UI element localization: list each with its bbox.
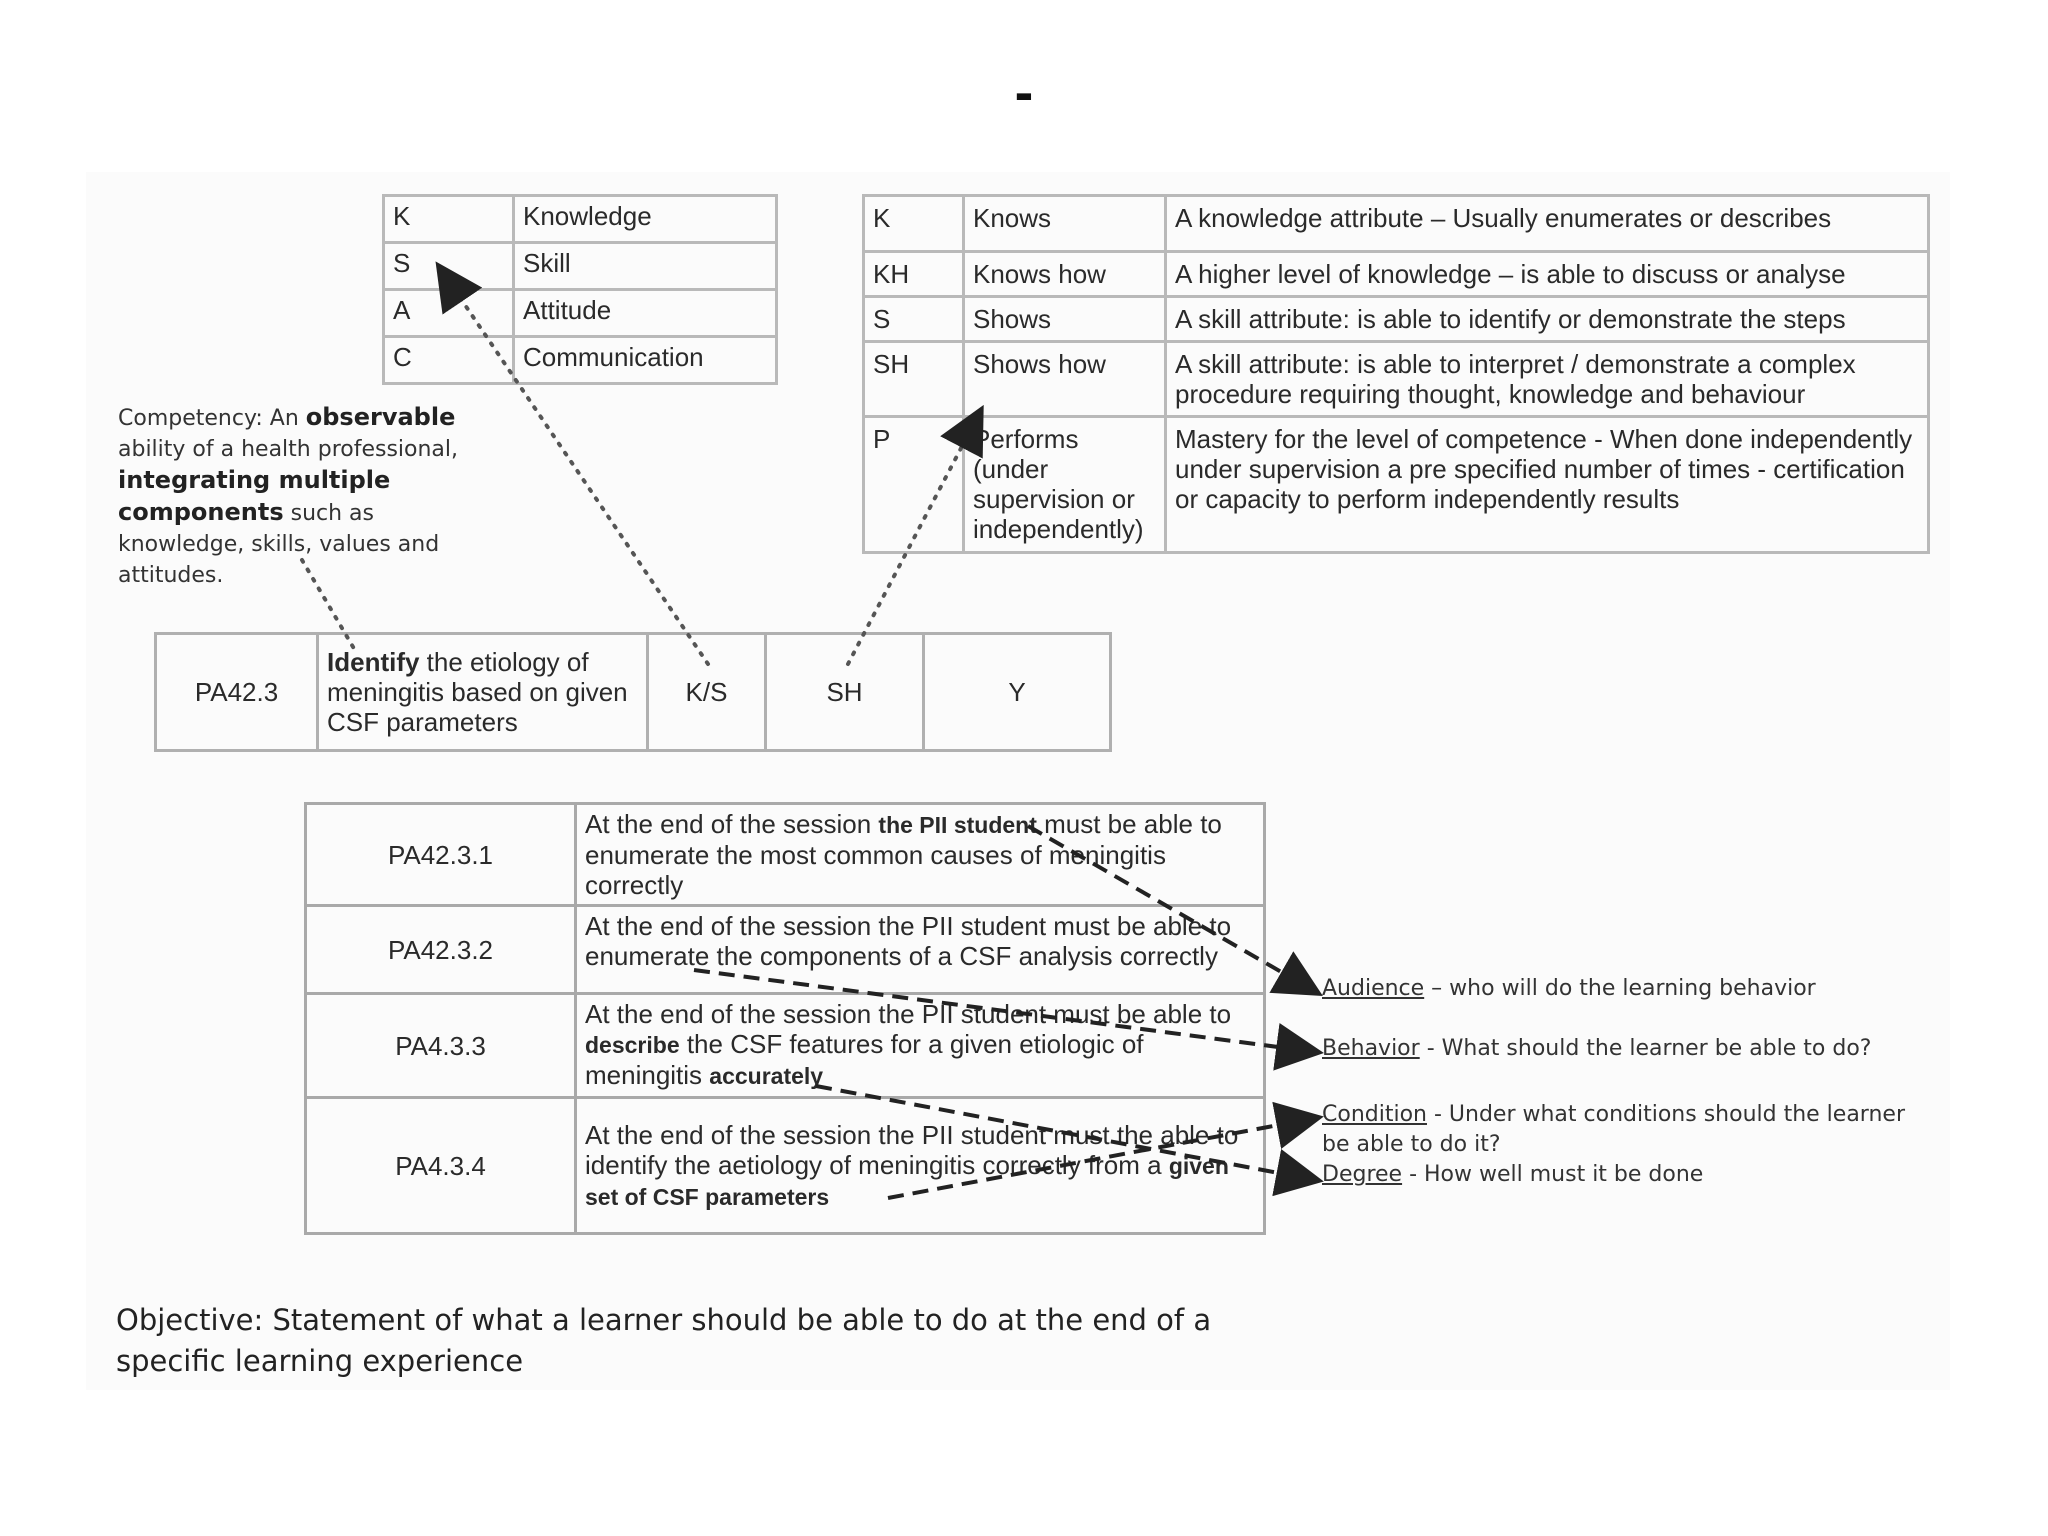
miller-code: S xyxy=(864,297,964,342)
competency-def-bold: integrating multiple components xyxy=(118,466,391,526)
miller-description: Mastery for the level of competence - When done independently under supervision a pre specified number of times - certification or capacity to perform independently results xyxy=(1166,417,1929,553)
ksac-label: Knowledge xyxy=(514,196,777,243)
objective-text-part: must be able to enumerate the most common causes of meningitis correctly xyxy=(585,809,1222,900)
competency-def-text: such as knowledge, skills, values and attitudes. xyxy=(118,501,440,588)
objective-text xyxy=(576,994,1265,1098)
ksac-code: K xyxy=(384,196,514,243)
miller-level: Shows how xyxy=(964,342,1166,417)
competency-definition xyxy=(118,402,478,591)
ksac-label: Communication xyxy=(514,337,777,384)
objective-code: PA4.3.3 xyxy=(306,994,576,1098)
objective-code: PA42.3.1 xyxy=(306,804,576,906)
competency-def-text: Competency: An xyxy=(118,406,306,431)
ksac-label: Attitude xyxy=(514,290,777,337)
ksac-code: S xyxy=(384,243,514,290)
miller-code: KH xyxy=(864,252,964,297)
ksac-label: Skill xyxy=(514,243,777,290)
competency-def-bold: observable xyxy=(305,403,456,431)
objective-text xyxy=(576,1098,1265,1234)
miller-description: A skill attribute: is able to identify or demonstrate the steps xyxy=(1166,297,1929,342)
competency-core: Y xyxy=(924,634,1111,751)
ksac-table xyxy=(382,194,778,385)
table-row xyxy=(864,297,1929,342)
abcd-text: – who will do the learning behavior xyxy=(1424,976,1816,1001)
objective-text-part: the CSF features for a given etiologic of meningitis xyxy=(585,1029,1144,1090)
miller-description: A higher level of knowledge – is able to discuss or analyse xyxy=(1166,252,1929,297)
ksac-code: C xyxy=(384,337,514,384)
objective-text-bold: accurately xyxy=(709,1063,824,1089)
table-row xyxy=(384,290,777,337)
abcd-label-degree xyxy=(1322,1160,1962,1190)
competency-text xyxy=(318,634,648,751)
abcd-term: Behavior xyxy=(1322,1036,1420,1061)
objective-text xyxy=(576,804,1265,906)
competency-level: SH xyxy=(766,634,924,751)
miller-code: P xyxy=(864,417,964,553)
competency-code: PA42.3 xyxy=(156,634,318,751)
objective-definition: Objective: Statement of what a learner should be able to do at the end of a specific learning experience xyxy=(116,1303,1212,1378)
objective-code: PA42.3.2 xyxy=(306,906,576,994)
table-row xyxy=(306,906,1265,994)
miller-level: Shows xyxy=(964,297,1166,342)
abcd-text: - Under what conditions should the learner be able to do it? xyxy=(1322,1102,1905,1157)
abcd-term: Audience xyxy=(1322,976,1425,1001)
miller-pyramid-table xyxy=(862,194,1930,554)
page-title: - xyxy=(1014,60,1034,123)
competency-domain: K/S xyxy=(648,634,766,751)
objective-code: PA4.3.4 xyxy=(306,1098,576,1234)
abcd-text: - What should the learner be able to do? xyxy=(1419,1036,1872,1061)
table-row xyxy=(306,804,1265,906)
table-row xyxy=(864,417,1929,553)
miller-code: K xyxy=(864,196,964,252)
miller-level: Performs (under supervision or independently) xyxy=(964,417,1166,553)
table-row xyxy=(306,1098,1265,1234)
competency-statement: the etiology of meningitis based on given CSF parameters xyxy=(327,647,628,737)
objectives-table xyxy=(304,802,1266,1235)
table-row xyxy=(384,196,777,243)
abcd-term: Degree xyxy=(1322,1162,1403,1187)
table-row xyxy=(306,994,1265,1098)
abcd-term: Condition xyxy=(1322,1102,1427,1127)
abcd-text: - How well must it be done xyxy=(1402,1162,1704,1187)
miller-description: A skill attribute: is able to interpret / demonstrate a complex procedure requiring thought, knowledge and behaviour xyxy=(1166,342,1929,417)
abcd-label-condition xyxy=(1322,1100,1932,1160)
objective-text-part: At the end of the session the PII student must be able to xyxy=(585,999,1232,1029)
table-row xyxy=(384,243,777,290)
objective-text-bold: the PII student xyxy=(878,812,1037,838)
objective-text-part: At the end of the session the PII student must the able to identify the aetiology of meningitis correctly from a xyxy=(585,1119,1239,1180)
abcd-label-audience xyxy=(1322,974,1962,1004)
objective-text-bold: describe xyxy=(585,1032,680,1058)
competency-verb: Identify xyxy=(327,647,420,677)
miller-level: Knows how xyxy=(964,252,1166,297)
miller-level: Knows xyxy=(964,196,1166,252)
miller-description: A knowledge attribute – Usually enumerates or describes xyxy=(1166,196,1929,252)
ksac-code: A xyxy=(384,290,514,337)
objective-text-part: At the end of the session the PII student must be able to enumerate the components of a CSF analysis correctly xyxy=(585,911,1232,971)
miller-code: SH xyxy=(864,342,964,417)
competency-def-text: ability of a health professional, xyxy=(118,437,459,462)
objective-text-part: At the end of the session xyxy=(585,809,879,839)
objective-text xyxy=(576,906,1265,994)
table-row xyxy=(384,337,777,384)
table-row xyxy=(864,342,1929,417)
table-row xyxy=(864,196,1929,252)
objective-text-bold: given set of CSF parameters xyxy=(585,1152,1229,1210)
abcd-label-behavior xyxy=(1322,1034,1962,1064)
competency-table xyxy=(154,632,1112,752)
table-row xyxy=(864,252,1929,297)
table-row xyxy=(156,634,1111,751)
